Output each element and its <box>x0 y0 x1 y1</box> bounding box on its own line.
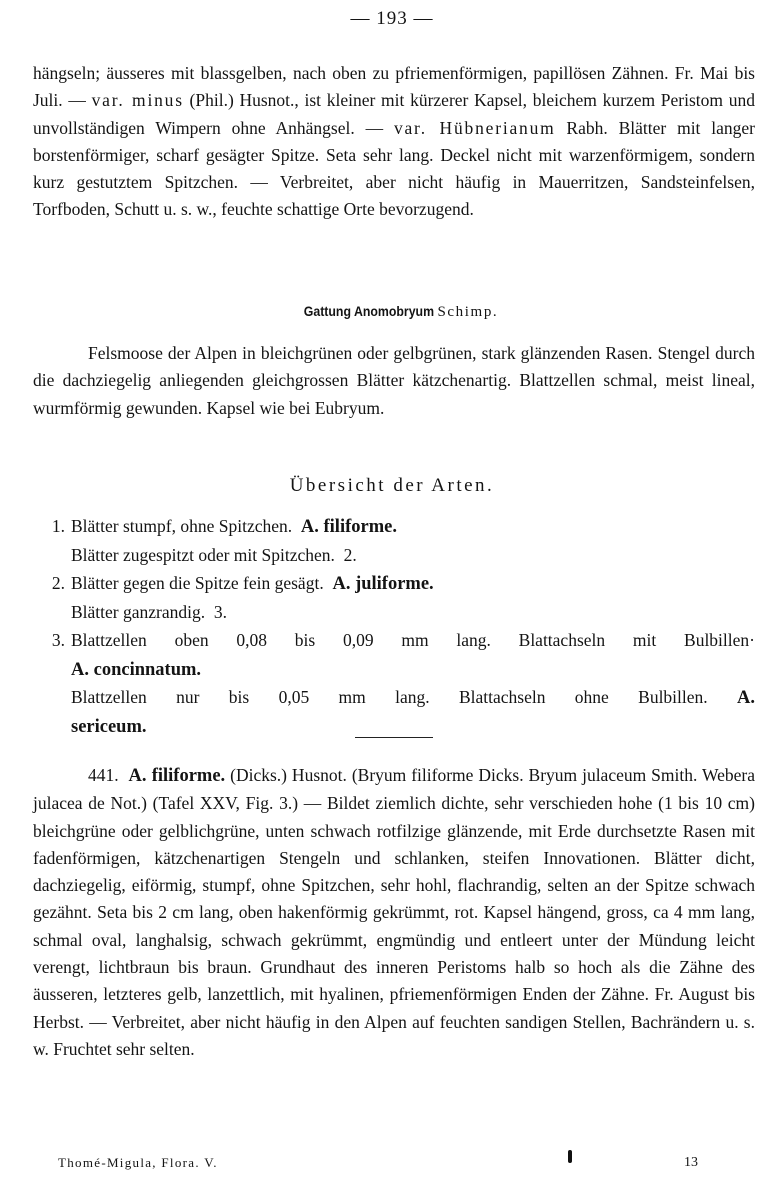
key-heading: Übersicht der Arten. <box>289 475 495 496</box>
key-text: Blätter ganzrandig. <box>71 601 206 622</box>
key-row-3b-species <box>33 712 755 741</box>
key-text: Blätter zugespitzt oder mit Spitzchen. <box>71 544 335 565</box>
key-text: Blätter stumpf, ohne Spitzchen. <box>71 516 293 536</box>
key-row-3a-species <box>33 655 755 684</box>
species-text: (Dicks.) Husnot. (Bryum filiforme Dicks. Bryum julaceum Smith. Webera julacea de Not.) (Tafel XXV, Fig. 3.) — Bildet ziemlich dichte, sehr verschieden hohe (1 bis 10 cm) bleichgrüne oder gelblichgrüne, unten schwach rotfilzige glänzende, mit Erde durchsetzte Rasen mit fadenförmigen, kätzchenartigen Stengeln und schlanken, steifen Innovationen. Blätter dicht, dachziegelig, eiförmig, stumpf, ohne Spitzchen, sehr hohl, flachrandig, selten an der Spitze schwach gezähnt. Seta bis 2 cm lang, oben hakenförmig gekrümmt, rot. Kapsel hängend, gross, ca 4 mm lang, schmal oval, langhalsig, schwach gekrümmt, engmündig und entleert unter der Mündung leicht verengt, lichtbraun bis braun. Grundhaut des inneren Peristoms halb so hoch als die Zähne des äusseren, letzteres gelb, lanzettlich, mit hyalinen, pfriemenförmigen Enden der Zähne. Fr. August bis Herbst. — Verbreitet, aber nicht häufig in den Alpen auf feuchten sandigen Stellen, Bachrändern u. s. w. Fruchtet sehr selten. <box>33 765 755 1059</box>
continued-paragraph <box>33 60 755 224</box>
footer-source: Thomé-Migula, Flora. V. <box>58 1155 218 1170</box>
genus-heading <box>0 303 784 321</box>
genus-description: Felsmoose der Alpen in bleichgrünen oder gelbgrünen, stark glänzenden Rasen. Stengel durch die dachziegelig anliegenden gleichgrossen Blätter kätzchenartig. Blattzellen schmal, meist lineal, wurmförmig gewunden. Kapsel wie bei Eubryum. <box>33 343 755 418</box>
key-number: 3. <box>51 630 65 650</box>
key-species-genus: A. <box>737 688 756 708</box>
key-number: 1. <box>51 516 65 536</box>
genus-name: Gattung Anomobryum <box>303 303 434 319</box>
key-species: A. concinnatum. <box>71 659 202 680</box>
species-key <box>33 512 755 740</box>
key-row-3a <box>33 626 755 655</box>
variety-minus: var. minus <box>91 90 184 111</box>
ink-speck <box>568 1150 572 1163</box>
para-text-2: (Phil.) Husnot., ist kleiner mit kürzerer Kapsel, bleichem kurzem Peristom und unvollständigen Wimpern ohne Anhängsel. — <box>33 90 755 138</box>
footer-signature: 13 <box>684 1155 698 1170</box>
variety-huebnerianum: var. Hübnerianum <box>393 117 556 138</box>
page-footer <box>58 1155 698 1171</box>
key-row-1a <box>33 512 755 541</box>
species-number: 441. <box>88 765 119 785</box>
key-row-2b <box>33 598 755 627</box>
para-text-1: hängseln; äusseres mit blassgelben, nach oben zu pfriemenförmigen, papillösen Zähnen. Fr. Mai bis Juli. — <box>33 63 755 111</box>
key-number: 2. <box>51 573 65 593</box>
section-divider <box>355 737 433 738</box>
key-species: sericeum. <box>71 716 147 737</box>
key-reference: 3. <box>213 601 227 622</box>
para-text-3: Rabh. Blätter mit langer borstenförmiger, scharf gesägter Spitze. Seta sehr lang. Deckel nicht mit warzenförmigem, sondern kurz gestutztem Spitzchen. — Verbreitet, aber nicht häufig in Mauerritzen, Sandsteinfelsen, Torfboden, Schutt u. s. w., feuchte schattige Orte bevorzugend. <box>33 117 756 220</box>
key-reference: 2. <box>343 544 357 565</box>
key-text: Blattzellen oben 0,08 bis 0,09 mm lang. Blattachseln mit Bulbillen· <box>71 630 755 650</box>
key-text: Blätter gegen die Spitze fein gesägt. <box>71 573 324 593</box>
page-number: — 193 — <box>350 8 434 29</box>
key-row-2a <box>33 569 755 598</box>
key-row-1b <box>33 541 755 570</box>
species-entry <box>33 762 755 1063</box>
genus-author: Schimp. <box>437 304 499 320</box>
key-species: A. filiforme. <box>300 517 397 537</box>
key-row-3b <box>33 683 755 712</box>
species-name: A. filiforme. <box>128 766 226 786</box>
key-text: Blattzellen nur bis 0,05 mm lang. Blattachseln ohne Bulbillen. <box>71 687 708 707</box>
key-species: A. juliforme. <box>332 574 434 594</box>
